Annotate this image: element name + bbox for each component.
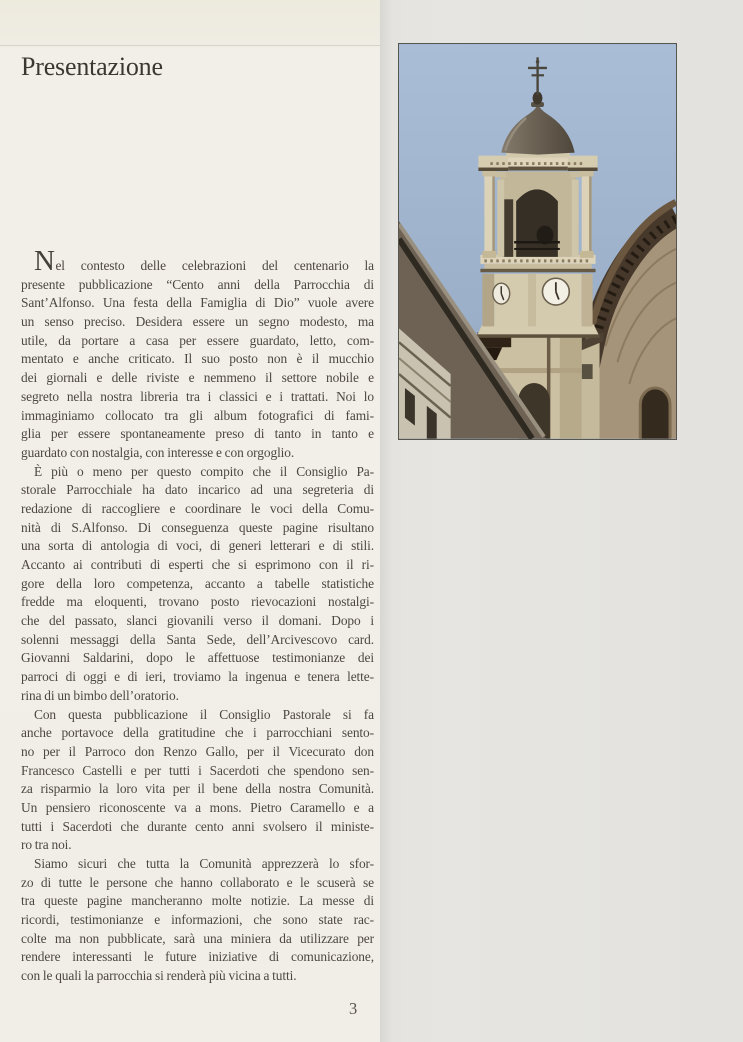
text-line: ro tra noi.: [21, 837, 72, 853]
text-line: Con questa pubblicazione il Consiglio Pastorale si fa: [34, 706, 374, 722]
paragraph-2: [21, 463, 374, 706]
side-clock: [493, 283, 510, 304]
text-line: no per il Parroco don Renzo Gallo, per il Vicecurato don: [21, 743, 374, 759]
page-number: 3: [349, 999, 358, 1018]
text-line: con le quali la parrocchia si renderà più vicina a tutti.: [21, 968, 297, 984]
text-line: redazione di raccogliere e coordinare le voci della Comu-: [21, 500, 374, 516]
text-line: rina di un bimbo dell’oratorio.: [21, 687, 179, 703]
text-line: presente pubblicazione “Cento anni della Parrocchia di: [21, 276, 374, 292]
text-line: segreto nella nostra libreria tra i classici e i trattati. Noi lo: [21, 388, 374, 404]
paragraph-3: [21, 706, 374, 856]
text-line: È più o meno per questo compito che il Consiglio Pa-: [34, 463, 374, 479]
text-line: Francesco Castelli e per tutti i Sacerdoti che spendono sen-: [21, 762, 374, 778]
bell-tower-photo: [398, 43, 677, 440]
front-clock: [542, 278, 569, 305]
text-line: rendere interessanti le future iniziative di comunicazione,: [21, 949, 374, 965]
lower-cornice: [476, 324, 599, 337]
clock-stage: [482, 274, 592, 327]
text-line: guardato con nostalgia, con interesse e con orgoglio.: [21, 444, 295, 460]
text-line: Sant’Alfonso. Una festa della Famiglia di Dio” vuole avere: [21, 295, 374, 311]
text-line: anche portavoce della gratitudine che i parrocchiani sento-: [21, 725, 374, 741]
first-line-text: el contesto delle celebrazioni del centenario la: [55, 258, 374, 273]
text-line: glia per essere spontaneamente preso di tanto in tanto e: [21, 426, 374, 442]
text-line: parroci di oggi e di ieri, troviamo la ingenua e tenera lette-: [21, 669, 374, 685]
text-line: Un pensiero riconoscente va a mons. Pietro Caramello e a: [21, 799, 374, 815]
text-line: Siamo sicuri che tutta la Comunità apprezzerà lo sfor-: [34, 856, 374, 871]
text-line: che del passato, slanci giovanili verso il domani. Dopo i: [21, 613, 374, 629]
text-line: utile, da portare a casa per essere guardato, letto, com-: [21, 332, 374, 348]
text-line: fredde ma eloquenti, trovano posto rievocazioni nostalgi-: [21, 594, 374, 610]
paragraph-4: [21, 855, 374, 986]
text-line: tra queste pagine mancheranno molte notizie. La messe di: [21, 893, 374, 909]
text-line: immaginiamo collocato tra gli album fotografici di fami-: [21, 407, 374, 423]
text-line: nità di S.Alfonso. Di conseguenza queste pagine risultano: [21, 519, 374, 535]
text-line: Giovanni Saldarini, dopo le affettuose testimonianze dei: [21, 650, 374, 666]
text-line: [21, 245, 374, 277]
text-line: tutti i Sacerdoti che durante cento anni svolsero il ministe-: [21, 818, 374, 834]
text-line: gore della loro competenza, accanto a tabelle statistiche: [21, 575, 374, 591]
text-line: colte ma non pubblicate, sarà una miniera da utilizzare per: [21, 930, 374, 946]
text-line: Accanto ai contributi di esperti che si esprimono con il ri-: [21, 557, 374, 572]
belfry-entablature: [480, 255, 595, 272]
text-line: mentato e anche criticato. Il suo posto non è il mucchio: [21, 351, 374, 367]
text-line: dei giornali e delle riviste e nemmeno il settore nobile e: [21, 370, 374, 386]
text-line: una sorta di antologia di voci, di generi letterari e di stili.: [21, 538, 374, 554]
text-line: un senso preciso. Desidera essere un segno modesto, ma: [21, 314, 374, 330]
belfry: [482, 170, 593, 258]
drop-cap: N: [34, 245, 56, 277]
text-line: ricordi, testimonianze e informazioni, che sono state rac-: [21, 912, 374, 928]
text-line: zo di tutte le persone che hanno collaborato e le scuserà se: [21, 874, 374, 890]
text-line: storale Parrocchiale ha dato incarico ad una segreteria di: [21, 482, 374, 498]
page-title: Presentazione: [21, 52, 163, 81]
paragraph-lines: [21, 276, 374, 463]
text-line: za risparmio la loro vita per il bene della nostra Comunità.: [21, 781, 374, 797]
text-line: solenni messaggi della Santa Sede, dell’Arcivescovo card.: [21, 631, 374, 647]
bell-tower-illustration: [399, 44, 676, 439]
paragraph-1: [21, 245, 374, 463]
body-text: [21, 245, 374, 986]
